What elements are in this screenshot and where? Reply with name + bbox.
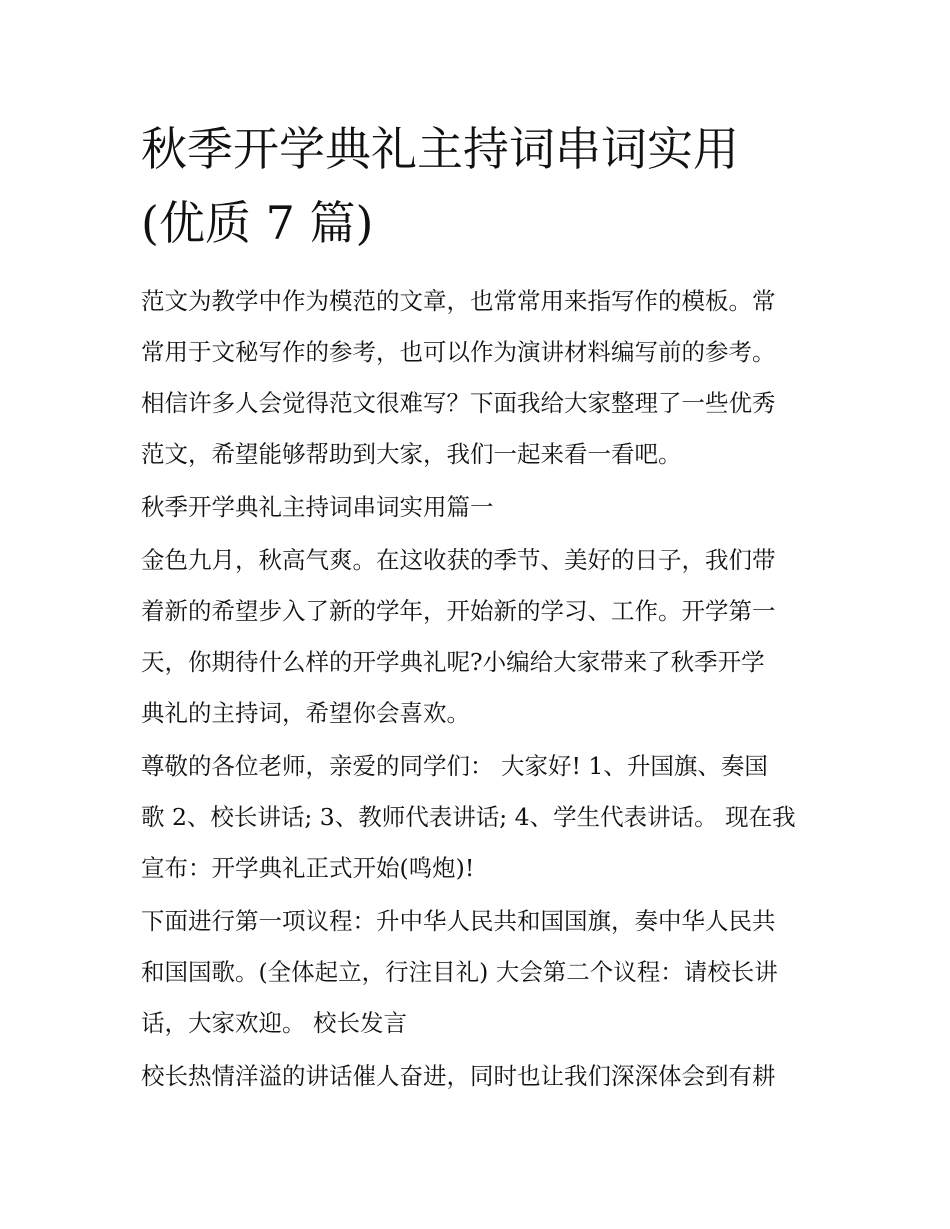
text-line: 和国国歌。(全体起立，行注目礼) 大会第二个议程：请校长讲: [141, 958, 778, 986]
closing-paragraph: [141, 1051, 816, 1102]
document-body: [141, 276, 816, 1104]
title-line-1: 秋季开学典礼主持词串词实用: [141, 122, 739, 176]
text-line: 范文，希望能够帮助到大家，我们一起来看一看吧。: [141, 440, 682, 468]
agenda-paragraph: [141, 896, 816, 1049]
text-line: 下面进行第一项议程：升中华人民共和国国旗，奏中华人民共: [141, 907, 776, 935]
text-line: 常用于文秘写作的参考，也可以作为演讲材料编写前的参考。: [141, 338, 776, 366]
text-line: 相信许多人会觉得范文很难写？下面我给大家整理了一些优秀: [141, 389, 776, 417]
text-line: 天，你期待什么样的开学典礼呢?小编给大家带来了秋季开学: [141, 648, 765, 676]
greeting-paragraph: [141, 741, 816, 894]
document-title: [141, 112, 816, 260]
text-line: 尊敬的各位老师，亲爱的同学们： 大家好! 1、升国旗、奏国: [141, 752, 768, 780]
text-line: 金色九月，秋高气爽。在这收获的季节、美好的日子，我们带: [141, 546, 776, 574]
text-line: 范文为教学中作为模范的文章，也常常用来指写作的模板。常: [141, 287, 776, 315]
text-line: 校长热情洋溢的讲话催人奋进，同时也让我们深深体会到有耕: [141, 1062, 776, 1090]
text-line: 话，大家欢迎。 校长发言: [141, 1009, 407, 1037]
text-line: 歌 2、校长讲话; 3、教师代表讲话; 4、学生代表讲话。 现在我: [141, 803, 796, 831]
text-line: 典礼的主持词，希望你会喜欢。: [141, 699, 470, 727]
intro-paragraph: [141, 276, 816, 480]
text-line: 秋季开学典礼主持词串词实用篇一: [141, 493, 494, 521]
text-line: 宣布：开学典礼正式开始(鸣炮)!: [141, 854, 475, 882]
opening-paragraph: [141, 535, 816, 739]
section-heading: [141, 482, 816, 533]
title-line-2: (优质 7 篇): [141, 196, 374, 250]
text-line: 着新的希望步入了新的学年，开始新的学习、工作。开学第一: [141, 597, 776, 625]
